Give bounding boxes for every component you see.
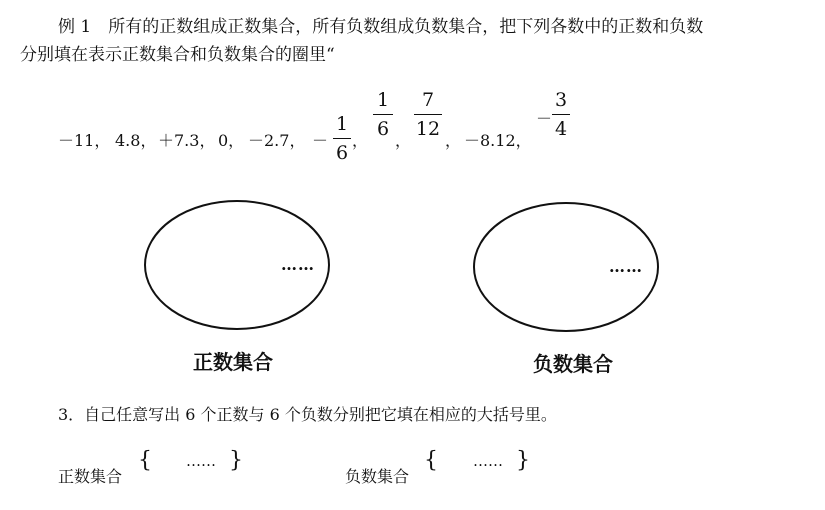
fraction-denominator: 6 <box>335 142 349 164</box>
number-item: －8.12， <box>464 131 532 150</box>
fraction-denominator: 6 <box>376 118 390 140</box>
number-item: －11， <box>58 131 111 150</box>
q3-positive-open-brace: { <box>138 448 152 473</box>
fraction-numerator: 1 <box>335 113 349 135</box>
q3-negative-close-brace: } <box>516 448 530 473</box>
comma: ， <box>395 131 412 150</box>
negative-set-label: 负数集合 <box>533 352 613 376</box>
q3-negative-dots: …… <box>473 452 503 470</box>
q3-positive-label: 正数集合 <box>58 467 123 486</box>
fraction-numerator: 3 <box>554 89 568 111</box>
positive-set-label: 正数集合 <box>193 350 273 374</box>
example-line-1: 例 1 所有的正数组成正数集合，所有负数组成负数集合，把下列各数中的正数和负数 <box>58 17 704 37</box>
negative-set-ellipsis: …… <box>609 257 643 276</box>
comma: ， <box>352 131 369 150</box>
question-3-text: 3．自己任意写出 6 个正数与 6 个负数分别把它填在相应的大括号里。 <box>58 405 557 424</box>
number-item: ＋7.3， <box>158 131 216 150</box>
number-item: 0， <box>218 131 245 150</box>
number-item: －2.7， <box>248 131 306 150</box>
fraction-numerator: 1 <box>376 89 390 111</box>
number-item: 4.8， <box>115 131 157 150</box>
fraction-denominator: 4 <box>554 118 568 140</box>
q3-positive-dots: …… <box>186 452 216 470</box>
comma: ， <box>445 131 462 150</box>
q3-negative-label: 负数集合 <box>345 467 410 486</box>
fraction-numerator: 7 <box>421 89 435 111</box>
q3-negative-open-brace: { <box>424 448 438 473</box>
fraction-denominator: 12 <box>415 118 441 140</box>
minus-sign: － <box>536 109 553 128</box>
minus-sign: － <box>312 131 329 150</box>
q3-positive-close-brace: } <box>229 448 243 473</box>
example-line-2: 分别填在表示正数集合和负数集合的圈里“ <box>20 45 335 65</box>
positive-set-ellipsis: …… <box>281 255 315 274</box>
